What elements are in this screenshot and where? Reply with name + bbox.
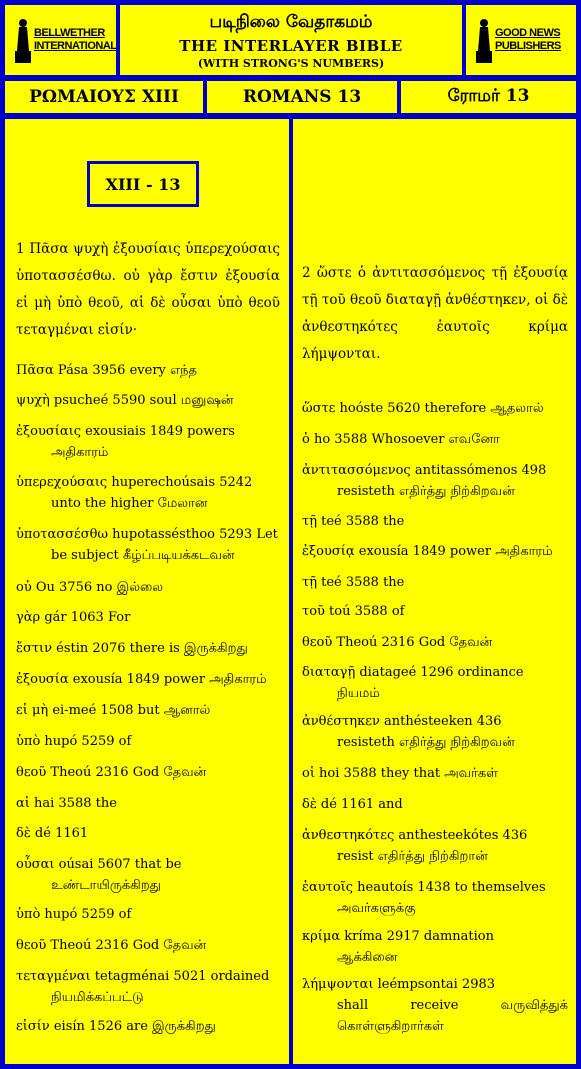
verse-1-word-entry	[16, 669, 280, 690]
word-entry-main: ἐξουσίᾳ exousía 1849 power அதிகாரம்	[302, 544, 553, 559]
word-entry-main: λήμψονται leémpsontai 2983	[302, 977, 496, 992]
word-entry-continuation: resisteth எதிர்த்து நிற்கிறவன்	[337, 735, 515, 750]
verse-1-word-entry	[16, 731, 280, 752]
word-entry-continuation: be subject கீழ்ப்படியக்கடவன்	[51, 548, 235, 563]
verse-2-text: 2 ὥστε ὁ ἀντιτασσόμενος τῇ ἐξουσίᾳ τῇ τοῦ θεοῦ διαταγῇ ἀνθέστηκεν, οἱ δὲ ἀνθεστηκότες ἑαυτοῖς κρίμα λήμψονται.	[302, 265, 568, 362]
word-entry-main: εἰσίν eisín 1526 are இருக்கிறது	[16, 1019, 216, 1034]
word-entry-continuation: ஆக்கினை	[337, 950, 398, 965]
word-entry-main: θεοῦ Theoú 2316 God தேவன்	[16, 765, 207, 780]
word-entry-main: οὖσαι oúsai 5607 that be	[16, 857, 182, 872]
verse-2-word-entry	[302, 511, 568, 532]
word-entry-main: ψυχὴ psucheé 5590 soul மனுஷன்	[16, 393, 234, 408]
verse-1-word-entry	[16, 823, 280, 844]
word-entry-main: ὑπὸ hupó 5259 of	[16, 907, 132, 922]
statue-icon	[476, 17, 492, 63]
verse-2-word-entry	[302, 601, 568, 622]
verse-1-word-entry	[16, 966, 280, 1008]
verse-1-word-entry	[16, 638, 280, 659]
verse-2-word-entry	[302, 572, 568, 593]
verse-1-word-entry	[16, 472, 280, 514]
verse-2-word-entry	[302, 711, 568, 753]
word-entry-main: θεοῦ Theoú 2316 God தேவன்	[302, 635, 493, 650]
word-entry-continuation: அதிகாரம்	[51, 445, 109, 460]
verse-1-word-entry	[16, 700, 280, 721]
verse-1-word-entry	[16, 577, 280, 598]
word-entry-main: διαταγῇ diatageé 1296 ordinance	[302, 665, 524, 680]
word-entry-main: ἐξουσίαις exousiais 1849 powers	[16, 424, 235, 439]
verse-1-word-entry	[16, 360, 280, 381]
word-entry-main: τῇ teé 3588 the	[302, 575, 405, 590]
word-entry-main: ἔστιν éstin 2076 there is இருக்கிறது	[16, 641, 248, 656]
verse-1-word-entry	[16, 793, 280, 814]
verse-1-word-entry	[16, 1016, 280, 1037]
word-entry-continuation: அவர்களுக்கு	[337, 901, 416, 916]
left-logo-line-1: BELLWETHER	[34, 27, 105, 39]
word-entry-main: αἱ hai 3588 the	[16, 796, 117, 811]
word-entry-continuation: unto the higher மேலான	[51, 496, 208, 511]
word-entry-main: ὑπερεχούσαις huperechoúsais 5242	[16, 475, 253, 490]
verse-1-text: 1 Πᾶσα ψυχὴ ἐξουσίαις ὑπερεχούσαις ὑποτασσέσθω. οὐ γὰρ ἔστιν ἐξουσία εἰ μὴ ὑπὸ θεοῦ, αἱ δὲ οὖσαι ὑπὸ θεοῦ τεταγμέναι εἰσίν·	[16, 241, 280, 338]
verse-1-word-entry	[16, 904, 280, 925]
word-entry-main: δὲ dé 1161 and	[302, 797, 403, 812]
word-entry-continuation: shall receive வருவித்துக் கொள்ளுகிறார்கள்	[337, 998, 568, 1034]
statue-icon	[15, 17, 31, 63]
book-greek: ΡΩΜΑΙΟΥΣ XIII	[2, 78, 206, 116]
title-english: THE INTERLAYER BIBLE	[179, 37, 403, 55]
word-entry-continuation: நியமம்	[337, 686, 380, 701]
verse-2-word-entry	[302, 429, 568, 450]
verse-1-word-entry	[16, 421, 280, 463]
book-english: ROMANS 13	[204, 78, 400, 116]
bellwether-logo	[15, 17, 117, 63]
chapter-box: XIII - 13	[87, 161, 199, 207]
right-logo-line-1: GOOD NEWS	[495, 27, 561, 39]
word-entry-main: γὰρ gár 1063 For	[16, 610, 131, 625]
bellwether-logo-box	[2, 2, 119, 78]
word-entry-main: τῇ teé 3588 the	[302, 514, 405, 529]
goodnews-logo	[476, 17, 561, 63]
word-entry-main: ἀνθεστηκότες anthesteekótes 436	[302, 828, 528, 843]
goodnews-logo-box	[463, 2, 579, 78]
verse-2-word-entry	[302, 825, 568, 867]
word-entry-continuation: உண்டாயிருக்கிறது	[51, 878, 161, 893]
word-entry-main: εἰ μὴ ei-meé 1508 but ஆனால்	[16, 703, 211, 718]
right-logo-line-2: PUBLISHERS	[495, 40, 561, 52]
verse-2-word-entry	[302, 398, 568, 419]
word-entry-main: οὐ Ou 3756 no இல்லை	[16, 580, 164, 595]
word-entry-main: ἀνθέστηκεν anthésteeken 436	[302, 714, 502, 729]
word-entry-main: Πᾶσα Pása 3956 every எந்த	[16, 363, 197, 378]
verse-2-word-entry	[302, 974, 568, 1037]
word-entry-main: δὲ dé 1161	[16, 826, 89, 841]
verse-1-word-entry	[16, 390, 280, 411]
word-entry-continuation: நியமிக்கப்பட்டு	[51, 990, 144, 1005]
word-entry-main: ὑποτασσέσθω hupotassésthoo 5293 Let	[16, 527, 278, 542]
verse-2-word-entry	[302, 926, 568, 968]
verse-2-word-entry	[302, 460, 568, 502]
verse-1-word-entry	[16, 935, 280, 956]
word-entry-continuation: resist எதிர்த்து நிற்கிறான்	[337, 849, 488, 864]
word-entry-main: ὑπὸ hupó 5259 of	[16, 734, 132, 749]
word-entry-main: ἐξουσία exousía 1849 power அதிகாரம்	[16, 672, 267, 687]
word-entry-main: ἀντιτασσόμενος antitassómenos 498	[302, 463, 547, 478]
verse-2-word-entry	[302, 877, 568, 919]
word-entry-main: τεταγμέναι tetagménai 5021 ordained	[16, 969, 270, 984]
title-box	[117, 2, 465, 78]
word-entry-main: ἑαυτοῖς heautoís 1438 to themselves	[302, 880, 546, 895]
verse-2-word-entry	[302, 662, 568, 704]
word-entry-main: οἱ hoi 3588 they that அவர்கள்	[302, 766, 498, 781]
verse-1-word-entry	[16, 854, 280, 896]
verse-1-word-entry	[16, 607, 280, 628]
word-entry-main: ὁ ho 3588 Whosoever எவனோ	[302, 432, 500, 447]
word-entry-main: θεοῦ Theoú 2316 God தேவன்	[16, 938, 207, 953]
verse-2-word-entry	[302, 632, 568, 653]
word-entry-main: ὥστε hoóste 5620 therefore ஆதலால்	[302, 401, 544, 416]
book-tamil: ரோமர் 13	[398, 78, 579, 116]
word-entry-main: κρίμα kríma 2917 damnation	[302, 929, 495, 944]
left-logo-line-2: INTERNATIONAL	[34, 40, 117, 52]
title-subtitle: (WITH STRONG'S NUMBERS)	[197, 57, 385, 70]
title-tamil: படிநிலை வேதாகமம்	[209, 12, 373, 32]
word-entry-main: τοῦ toú 3588 of	[302, 604, 405, 619]
verse-2-word-entry	[302, 794, 568, 815]
verse-1-word-entry	[16, 762, 280, 783]
verse-2-word-entry	[302, 541, 568, 562]
word-entry-continuation: resisteth எதிர்த்து நிற்கிறவன்	[337, 484, 515, 499]
verse-2-word-entry	[302, 763, 568, 784]
verse-1-word-entry	[16, 524, 280, 566]
